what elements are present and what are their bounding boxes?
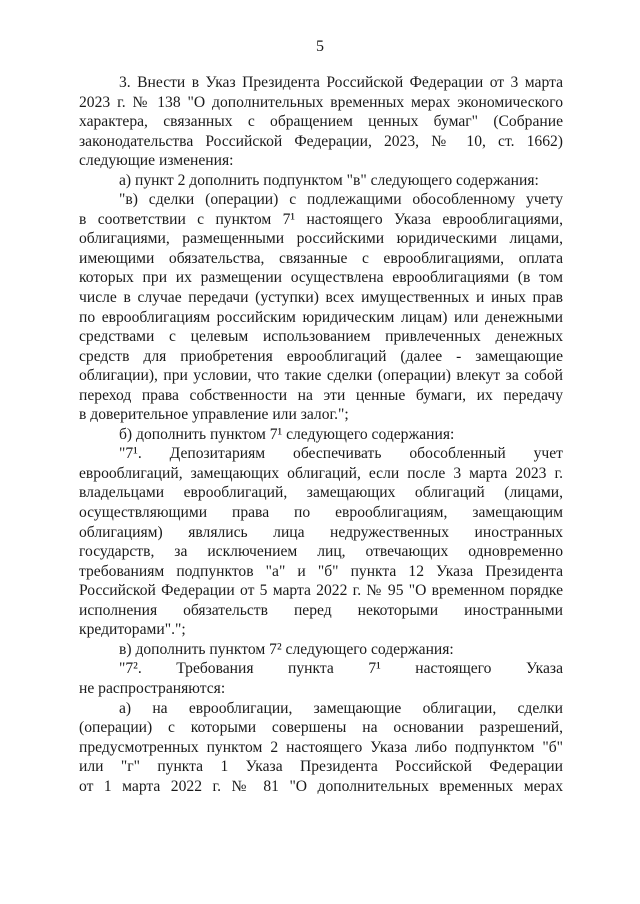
text-line: характера, связанных с обращением ценных бумаг" (Собрание — [79, 113, 563, 131]
text-line: Российской Федерации от 5 марта 2022 г. № 95 "О временном порядке — [79, 582, 563, 600]
text-line: или "г" пункта 1 Указа Президента Российской Федерации — [79, 758, 563, 776]
text-line: облигациям) являлись лица недружественных иностранных — [79, 523, 563, 541]
text-line: переход права собственности на эти ценные бумаги, их передачу — [79, 386, 563, 404]
text-line: требованиям подпунктов "а" и "б" пункта 12 Указа Президента — [79, 562, 563, 580]
text-line: по еврооблигациям российским юридическим лицам) или денежными — [79, 308, 563, 326]
text-line: от 1 марта 2022 г. № 81 "О дополнительных временных мерах — [79, 777, 563, 795]
text-line: средств для приобретения еврооблигаций (далее - замещающие — [79, 347, 563, 365]
text-line: облигациями, размещенными российскими юридическими лицами, — [79, 230, 563, 248]
text-line: еврооблигаций, замещающих облигаций, если после 3 марта 2023 г. — [79, 464, 563, 482]
text-line: которых при их размещении осуществлена еврооблигациями (в том — [79, 269, 563, 287]
text-line: государств, за исключением лиц, отвечающих одновременно — [79, 543, 563, 561]
text-line: предусмотренных пунктом 2 настоящего Указа либо подпунктом "б" — [79, 738, 563, 756]
text-line: имеющими обязательства, связанные с еврооблигациями, оплата — [79, 249, 563, 267]
page-number: 5 — [316, 38, 324, 55]
text-line: б) дополнить пунктом 7¹ следующего содержания: — [119, 425, 455, 443]
text-line: в) дополнить пунктом 7² следующего содержания: — [119, 640, 454, 658]
text-line: осуществляющими права по еврооблигациям, замещающим — [79, 504, 563, 522]
text-line: законодательства Российской Федерации, 2023, № 10, ст. 1662) — [79, 132, 563, 150]
text-line: "7². Требования пункта 7¹ настоящего Указа — [119, 660, 563, 678]
text-line: средствами с целевым использованием привлеченных денежных — [79, 328, 563, 346]
text-line: исполнения обязательств перед некоторыми иностранными — [79, 601, 563, 619]
text-line: облигации), при условии, что такие сделки (операции) влекут за собой — [79, 367, 563, 385]
text-line: (операции) с которыми совершены на основании разрешений, — [79, 719, 563, 737]
document-body — [79, 73, 563, 796]
text-line: "7¹. Депозитариям обеспечивать обособленный учет — [119, 445, 563, 463]
text-line: 2023 г. № 138 "О дополнительных временных мерах экономического — [79, 93, 563, 111]
text-line: 3. Внести в Указ Президента Российской Федерации от 3 марта — [119, 74, 563, 91]
text-line: "в) сделки (операции) с подлежащими обособленному учету — [119, 191, 563, 209]
text-line: не распространяются: — [79, 679, 226, 697]
text-line: числе в случае передачи (уступки) всех имущественных и иных прав — [79, 289, 563, 307]
text-line: в доверительное управление или залог."; — [79, 406, 349, 424]
text-line: следующие изменения: — [79, 152, 234, 170]
text-line: а) пункт 2 дополнить подпунктом "в" следующего содержания: — [119, 171, 539, 189]
text-line: в соответствии с пунктом 7¹ настоящего Указа еврооблигациями, — [79, 210, 563, 228]
text-line: владельцами еврооблигаций, замещающих облигаций (лицами, — [79, 484, 563, 502]
text-line: кредиторами"."; — [79, 621, 186, 639]
text-line: а) на еврооблигации, замещающие облигации, сделки — [119, 699, 563, 717]
